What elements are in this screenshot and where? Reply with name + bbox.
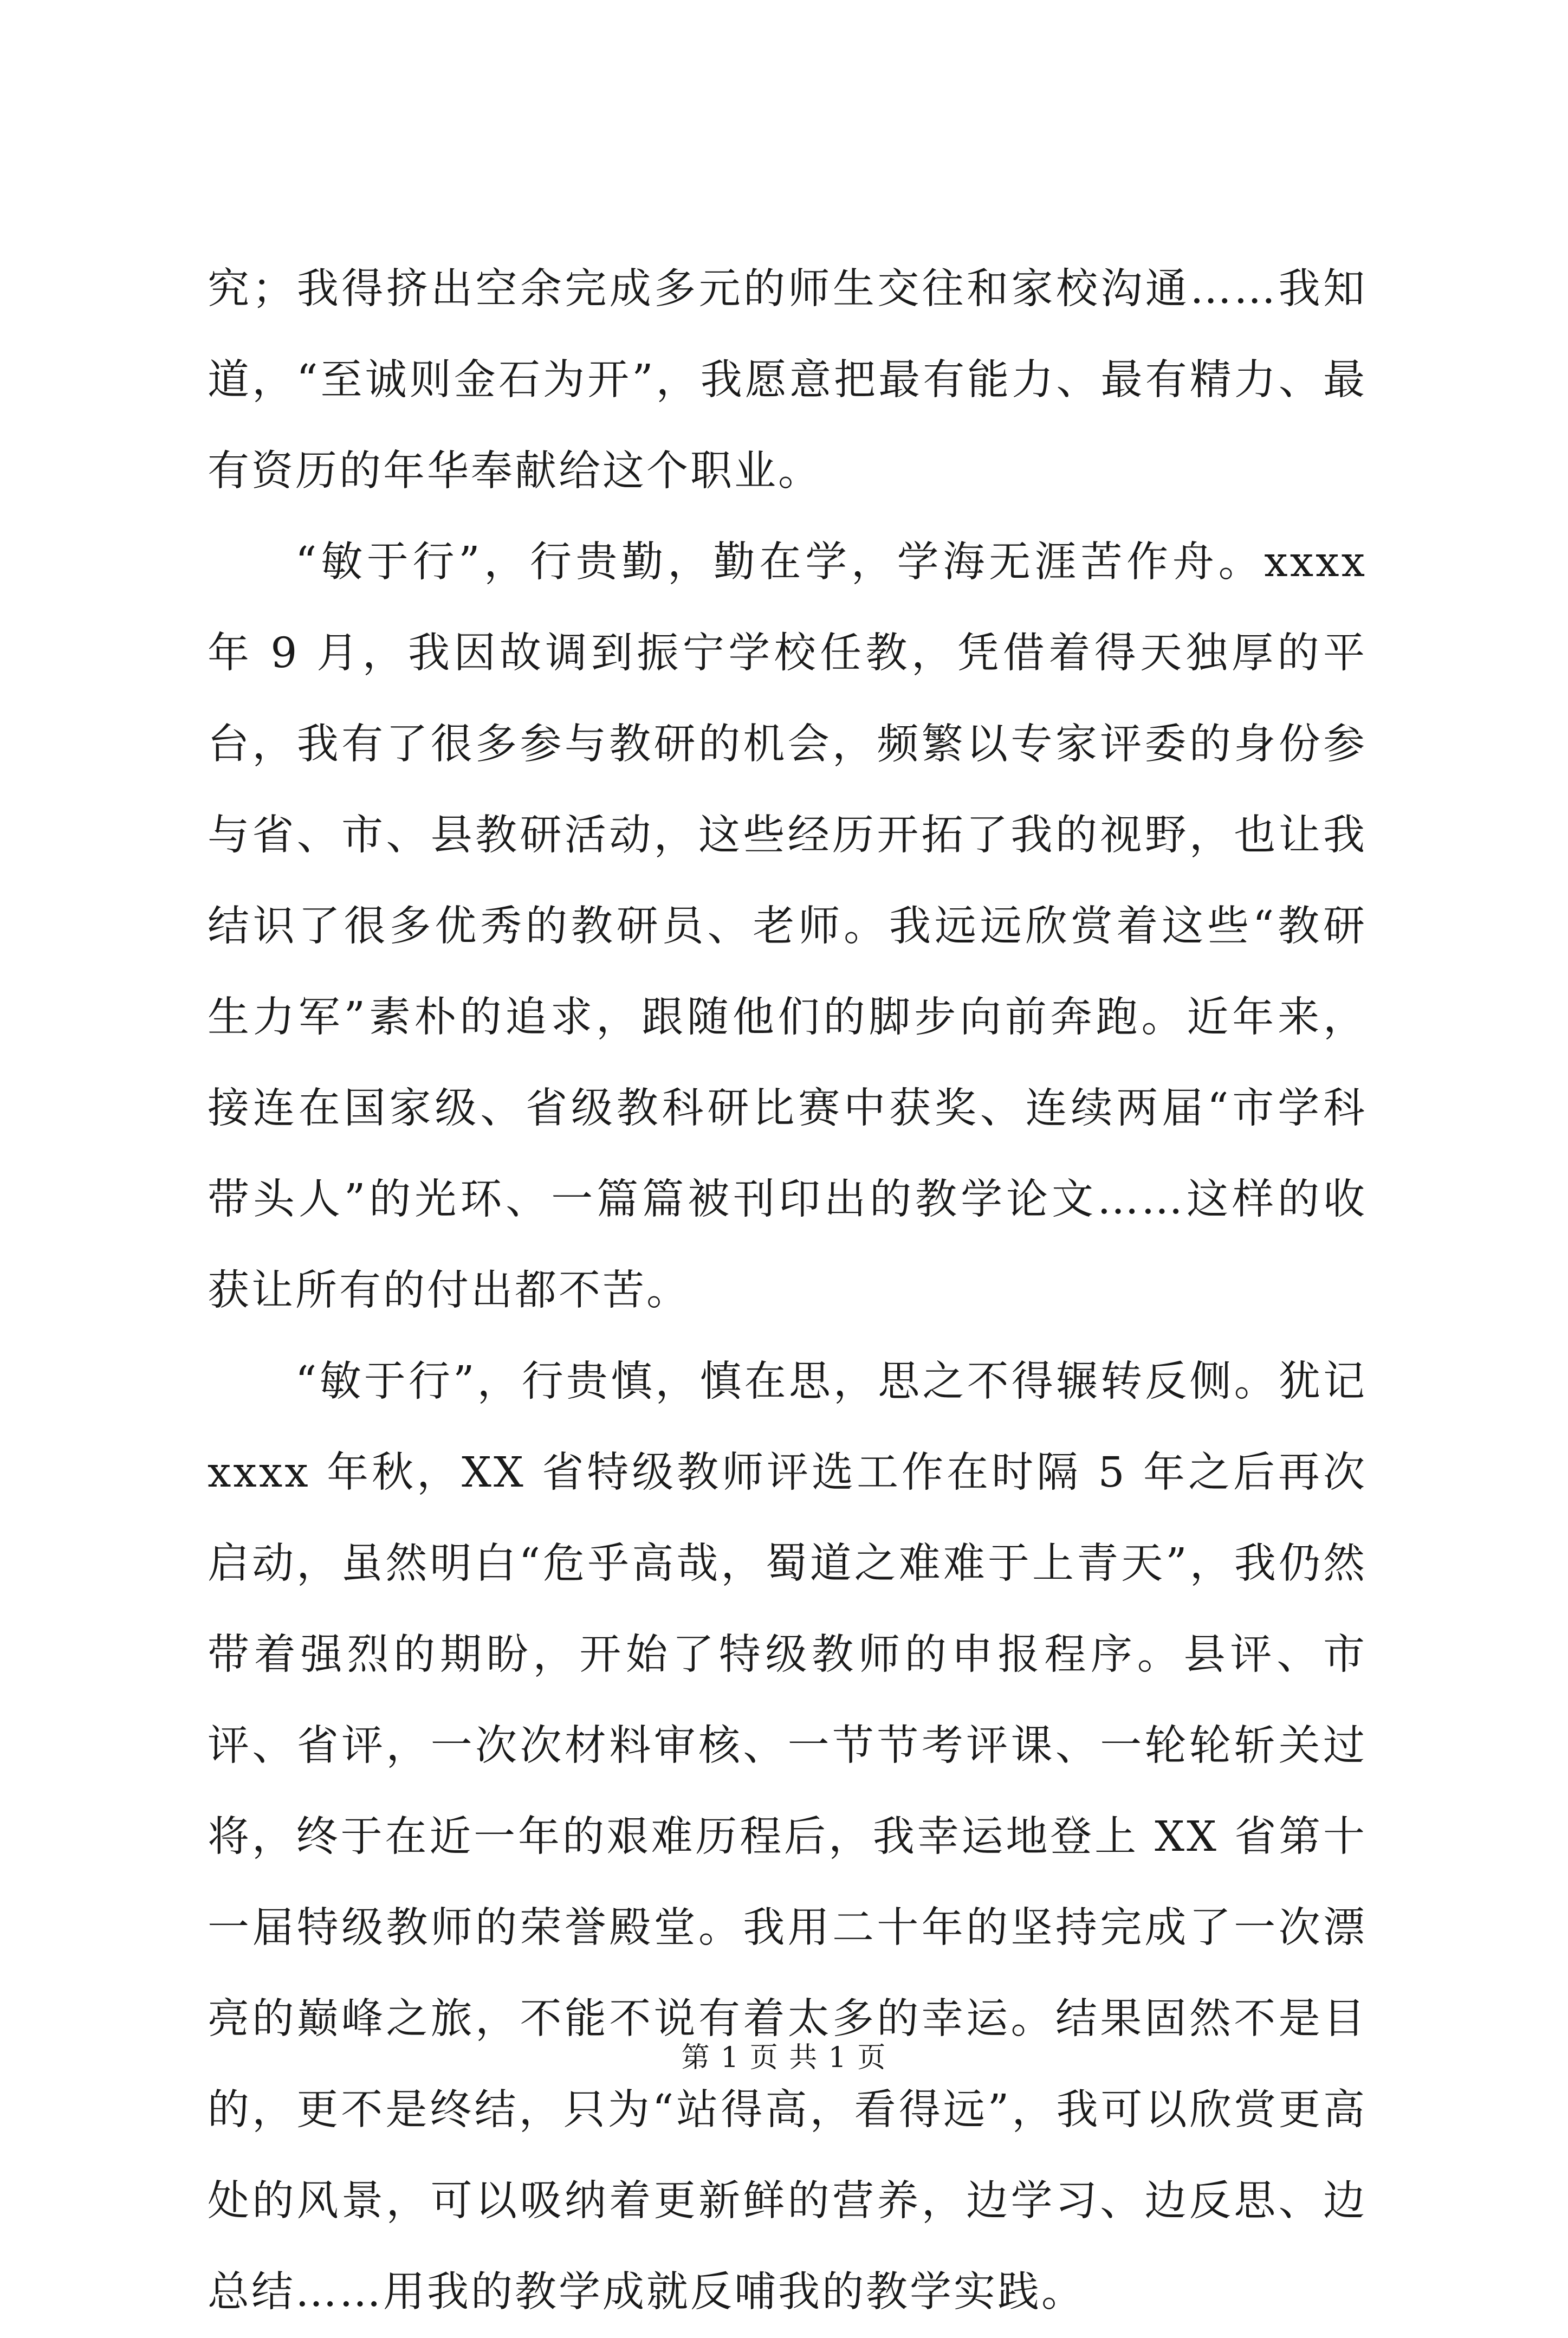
paragraph-1: 究；我得挤出空余完成多元的师生交往和家校沟通……我知道，“至诚则金石为开”，我愿意把最有能力、最有精力、最有资历的年华奉献给这个职业。 xyxy=(208,265,1367,495)
paragraph-2: “敏于行”，行贵勤，勤在学，学海无涯苦作舟。xxxx 年 9 月，我因故调到振宁学校任教，凭借着得天独厚的平台，我有了很多参与教研的机会，频繁以专家评委的身份参与省、市、县教研活动，这些经历开拓了我的视野，也让我结识了很多优秀的教研员、老师。我远远欣赏着这些“教研生力军”素朴的追求，跟随他们的脚步向前奔跑。近年来，接连在国家级、省级教科研比赛中获奖、连续两届“市学科带头人”的光环、一篇篇被刊印出的教学论文……这样的收获让所有的付出都不苦。 xyxy=(208,538,1367,1315)
paragraph-3: “敏于行”，行贵慎，慎在思，思之不得辗转反侧。犹记 xxxx 年秋，XX 省特级教师评选工作在时隔 5 年之后再次启动，虽然明白“危乎高哉，蜀道之难难于上青天”，我仍然带着强烈的期盼，开始了特级教师的申报程序。县评、市评、省评，一次次材料审核、一节节考评课、一轮轮斩关过将，终于在近一年的艰难历程后，我幸运地登上 XX 省第十一届特级教师的荣誉殿堂。我用二十年的坚持完成了一次漂亮的巅峰之旅，不能不说有着太多的幸运。结果固然不是目的，更不是终结，只为“站得高，看得远”，我可以欣赏更高处的风景，可以吸纳着更新鲜的营养，边学习、边反思、边总结……用我的教学成就反哺我的教学实践。 xyxy=(208,1358,1367,2316)
document-body xyxy=(208,244,1367,2338)
page-footer: 第 1 页 共 1 页 xyxy=(681,2042,887,2074)
